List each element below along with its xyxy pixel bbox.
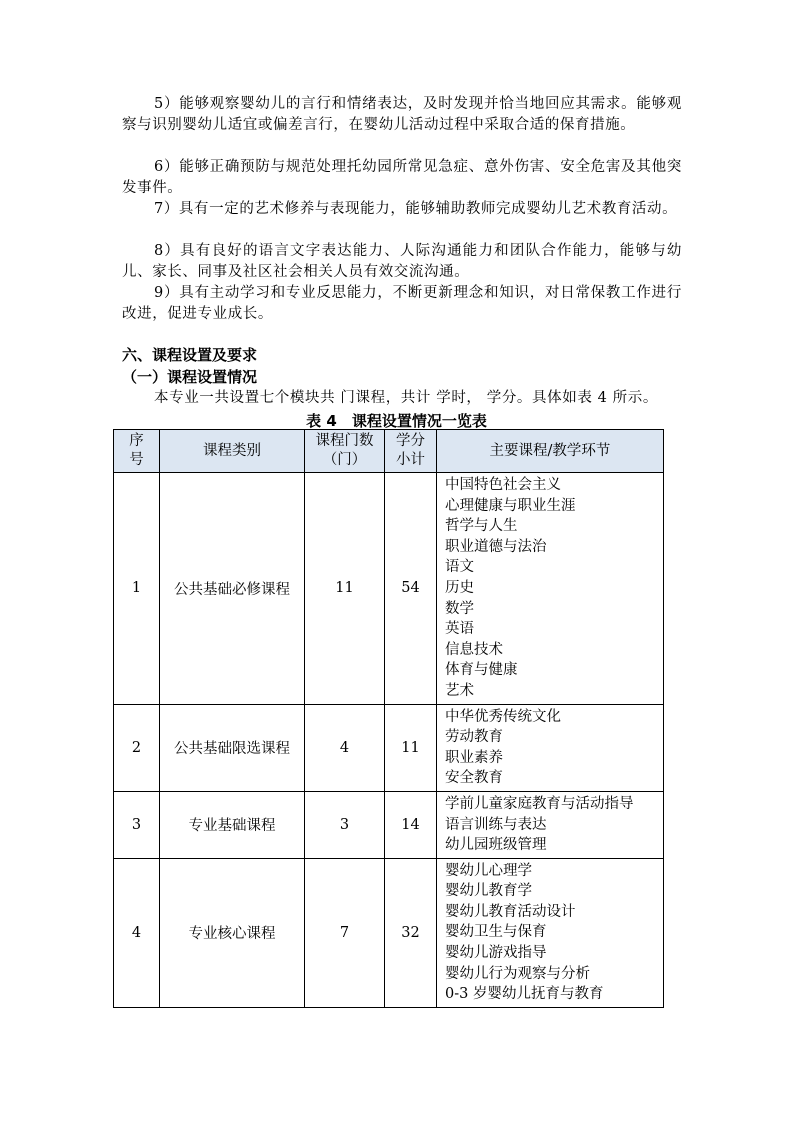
intro-paragraph: 本专业一共设置七个模块共 门课程，共计 学时， 学分。具体如表 4 所示。 xyxy=(154,390,658,406)
paragraph-item-7: 7）具有一定的艺术修养与表现能力，能够辅助教师完成婴幼儿艺术教育活动。 xyxy=(154,201,678,217)
row-index: 4 xyxy=(114,858,160,1007)
course-item: 幼儿园班级管理 xyxy=(445,837,547,854)
course-item: 职业素养 xyxy=(445,749,503,766)
table-row xyxy=(114,704,664,791)
row-course-count: 3 xyxy=(305,791,385,858)
course-item: 信息技术 xyxy=(445,641,503,658)
course-item: 婴幼儿游戏指导 xyxy=(445,945,547,962)
header-credits: 学分 小计 xyxy=(385,430,437,473)
table-row xyxy=(114,858,664,1007)
course-item: 婴幼卫生与保育 xyxy=(445,924,547,941)
course-item: 婴幼儿心理学 xyxy=(445,862,532,879)
course-item: 英语 xyxy=(445,621,474,638)
subsection-title: （一）课程设置情况 xyxy=(122,368,258,386)
table-caption: 表 4 课程设置情况一览表 xyxy=(306,412,487,430)
row-credits: 32 xyxy=(385,858,437,1007)
course-item: 婴幼儿教育学 xyxy=(445,883,532,900)
header-index: 序 号 xyxy=(114,430,160,473)
row-credits: 11 xyxy=(385,704,437,791)
course-item: 语文 xyxy=(445,559,474,576)
course-item: 劳动教育 xyxy=(445,729,503,746)
paragraph-item-5: 5）能够观察婴幼儿的言行和情绪表达，及时发现并恰当地回应其需求。能够观察与识别婴幼儿适宜或偏差言行，在婴幼儿活动过程中采取合适的保育措施。 xyxy=(122,96,682,133)
row-course-list xyxy=(437,858,664,1007)
course-item: 艺术 xyxy=(445,682,474,699)
row-index: 1 xyxy=(114,473,160,705)
row-course-count: 11 xyxy=(305,473,385,705)
course-item: 安全教育 xyxy=(445,770,503,787)
row-category: 专业基础课程 xyxy=(160,791,305,858)
row-category: 公共基础必修课程 xyxy=(160,473,305,705)
course-item: 哲学与人生 xyxy=(445,518,518,535)
course-item: 历史 xyxy=(445,579,474,596)
row-index: 2 xyxy=(114,704,160,791)
course-item: 学前儿童家庭教育与活动指导 xyxy=(445,795,634,812)
row-course-list xyxy=(437,791,664,858)
row-credits: 54 xyxy=(385,473,437,705)
row-course-count: 4 xyxy=(305,704,385,791)
course-item: 职业道德与法治 xyxy=(445,538,547,555)
course-item: 婴幼儿行为观察与分析 xyxy=(445,965,590,982)
section-title: 六、课程设置及要求 xyxy=(122,346,258,364)
table-header-row xyxy=(114,430,664,473)
paragraph-item-8: 8）具有良好的语言文字表达能力、人际沟通能力和团队合作能力，能够与幼儿、家长、同事及社区社会相关人员有效交流沟通。 xyxy=(122,243,682,280)
course-item: 数学 xyxy=(445,600,474,617)
header-courses: 主要课程/教学环节 xyxy=(437,430,664,473)
course-item: 语言训练与表达 xyxy=(445,816,547,833)
row-course-list xyxy=(437,704,664,791)
row-credits: 14 xyxy=(385,791,437,858)
course-item: 心理健康与职业生涯 xyxy=(445,497,576,514)
course-item: 体育与健康 xyxy=(445,662,518,679)
paragraph-item-6: 6）能够正确预防与规范处理托幼园所常见急症、意外伤害、安全危害及其他突发事件。 xyxy=(122,159,682,196)
row-course-count: 7 xyxy=(305,858,385,1007)
row-course-list xyxy=(437,473,664,705)
course-item: 中国特色社会主义 xyxy=(445,477,561,493)
row-category: 公共基础限选课程 xyxy=(160,704,305,791)
row-category: 专业核心课程 xyxy=(160,858,305,1007)
table-row xyxy=(114,473,664,705)
row-index: 3 xyxy=(114,791,160,858)
course-table xyxy=(113,429,664,1008)
course-item: 婴幼儿教育活动设计 xyxy=(445,903,576,920)
course-item: 0-3 岁婴幼儿抚育与教育 xyxy=(445,986,604,1003)
paragraph-item-9: 9）具有主动学习和专业反思能力，不断更新理念和知识，对日常保教工作进行改进，促进专业成长。 xyxy=(122,285,682,322)
header-course-count: 课程门数 （门） xyxy=(305,430,385,473)
course-item: 中华优秀传统文化 xyxy=(445,708,561,725)
table-row xyxy=(114,791,664,858)
header-category: 课程类别 xyxy=(160,430,305,473)
